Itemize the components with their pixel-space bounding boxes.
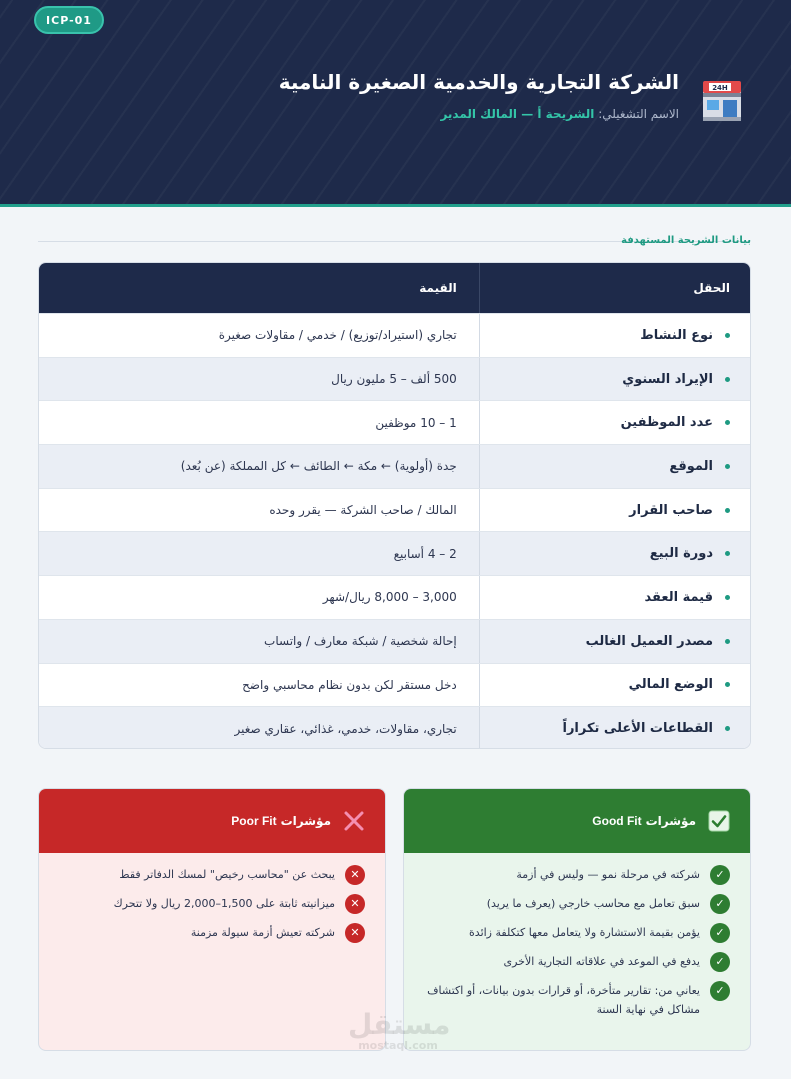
- list-item-text: سبق تعامل مع محاسب خارجي (يعرف ما يريد): [486, 897, 700, 910]
- table-row: [39, 663, 750, 707]
- row-value: 3,000 – 8,000 ريال/شهر: [39, 576, 480, 619]
- list-item: [422, 981, 730, 1020]
- row-field-label: الإيراد السنوي: [622, 371, 713, 387]
- poor-fit-title: مؤشرات: [280, 814, 331, 828]
- table-row: [39, 531, 750, 575]
- store-24h-icon: [699, 79, 745, 123]
- check-circle-icon: ✓: [710, 952, 730, 972]
- list-item-text: يبحث عن "محاسب رخيص" لمسك الدفاتر فقط: [119, 868, 335, 881]
- list-item: [422, 952, 730, 972]
- check-circle-icon: ✓: [710, 923, 730, 943]
- table-body: [39, 313, 750, 749]
- good-fit-title: مؤشرات: [645, 814, 696, 828]
- list-item-text: يؤمن بقيمة الاستشارة ولا يتعامل معها كتكلفة زائدة: [469, 926, 700, 939]
- table-row: [39, 619, 750, 663]
- row-value: 1 – 10 موظفين: [39, 401, 480, 444]
- bullet-dot-icon: [725, 377, 730, 382]
- good-fit-header: [404, 789, 750, 853]
- poor-fit-card: [38, 788, 386, 1051]
- table-row: [39, 488, 750, 532]
- row-field-label: دورة البيع: [649, 546, 713, 562]
- page-header: [0, 0, 791, 207]
- operational-name-label: الاسم التشغيلي:: [594, 107, 679, 121]
- table-row: [39, 313, 750, 357]
- good-fit-card: [403, 788, 751, 1051]
- row-field-label: صاحب القرار: [629, 502, 713, 518]
- operational-name-value: الشريحة أ — المالك المدير: [440, 107, 595, 121]
- row-field: [480, 707, 750, 749]
- operational-name: [119, 107, 679, 121]
- row-field-label: قيمة العقد: [644, 589, 713, 605]
- list-item: [422, 894, 730, 914]
- bullet-dot-icon: [725, 595, 730, 600]
- x-circle-icon: ✕: [345, 865, 365, 885]
- bullet-dot-icon: [725, 726, 730, 731]
- column-header-value: القيمة: [39, 263, 480, 313]
- good-fit-title-en: Good Fit: [592, 814, 642, 828]
- row-field-label: نوع النشاط: [640, 327, 713, 343]
- row-field-label: الوضع المالي: [628, 677, 713, 693]
- x-mark-icon: [343, 810, 365, 832]
- watermark-main: مستقل: [348, 1008, 451, 1041]
- row-field-label: الموقع: [669, 458, 713, 474]
- bullet-dot-icon: [725, 639, 730, 644]
- x-circle-icon: ✕: [345, 923, 365, 943]
- check-circle-icon: ✓: [710, 865, 730, 885]
- checkbox-check-icon: [708, 810, 730, 832]
- page-title: الشركة التجارية والخدمية الصغيرة النامية: [278, 70, 679, 94]
- row-value: تجاري (استيراد/توزيع) / خدمي / مقاولات صغيرة: [39, 314, 480, 357]
- row-field-label: عدد الموظفين: [620, 415, 713, 431]
- list-item: [57, 894, 365, 914]
- list-item: [57, 923, 365, 943]
- row-field: [480, 620, 750, 663]
- row-field: [480, 314, 750, 357]
- poor-fit-list: [39, 853, 385, 943]
- bullet-dot-icon: [725, 551, 730, 556]
- row-field: [480, 664, 750, 707]
- row-value: دخل مستقر لكن بدون نظام محاسبي واضح: [39, 664, 480, 707]
- bullet-dot-icon: [725, 508, 730, 513]
- table-row: [39, 444, 750, 488]
- row-value: المالك / صاحب الشركة — يقرر وحده: [39, 489, 480, 532]
- row-value: جدة (أولوية) ← مكة ← الطائف ← كل المملكة (عن بُعد): [39, 445, 480, 488]
- table-row: [39, 706, 750, 749]
- list-item: [57, 865, 365, 885]
- bullet-dot-icon: [725, 682, 730, 687]
- poor-fit-title-en: Poor Fit: [231, 814, 277, 828]
- watermark-logo: [348, 1008, 451, 1060]
- list-item-text: ميزانيته ثابتة على 1,500–2,000 ريال ولا تتحرك: [113, 897, 335, 910]
- list-item-text: يدفع في الموعد في علاقاته التجارية الأخرى: [503, 955, 700, 968]
- icp-code-badge: ICP-01: [34, 6, 104, 34]
- list-item-text: شركته في مرحلة نمو — وليس في أزمة: [516, 868, 700, 881]
- list-item: [422, 865, 730, 885]
- row-value: تجاري، مقاولات، خدمي، غذائي، عقاري صغير: [39, 707, 480, 749]
- watermark-url: mostaql.com: [358, 1039, 438, 1052]
- x-circle-icon: ✕: [345, 894, 365, 914]
- row-value: 2 – 4 أسابيع: [39, 532, 480, 575]
- svg-text:24H: 24H: [712, 84, 728, 92]
- column-header-field: الحقل: [693, 281, 730, 295]
- good-fit-list: [404, 853, 750, 1020]
- bullet-dot-icon: [725, 420, 730, 425]
- list-item: [422, 923, 730, 943]
- row-field: [480, 401, 750, 444]
- bullet-dot-icon: [725, 333, 730, 338]
- table-row: [39, 400, 750, 444]
- section-label: بيانات الشريحة المستهدفة: [621, 235, 751, 246]
- table-row: [39, 357, 750, 401]
- row-field: [480, 489, 750, 532]
- table-header-row: [39, 263, 750, 313]
- segment-table: [38, 262, 751, 749]
- row-value: إحالة شخصية / شبكة معارف / واتساب: [39, 620, 480, 663]
- list-item-text: شركته تعيش أزمة سيولة مزمنة: [190, 926, 335, 939]
- row-field: [480, 358, 750, 401]
- row-field: [480, 532, 750, 575]
- table-row: [39, 575, 750, 619]
- row-field: [480, 576, 750, 619]
- check-circle-icon: ✓: [710, 894, 730, 914]
- check-circle-icon: ✓: [710, 981, 730, 1001]
- row-value: 500 ألف – 5 مليون ريال: [39, 358, 480, 401]
- row-field-label: القطاعات الأعلى تكراراً: [562, 721, 713, 737]
- row-field: [480, 445, 750, 488]
- poor-fit-header: [39, 789, 385, 853]
- list-item-text: يعاني من: تقارير متأخرة، أو قرارات بدون بيانات، أو اكتشاف مشاكل في نهاية السنة: [427, 984, 700, 1017]
- bullet-dot-icon: [725, 464, 730, 469]
- row-field-label: مصدر العميل الغالب: [585, 633, 713, 649]
